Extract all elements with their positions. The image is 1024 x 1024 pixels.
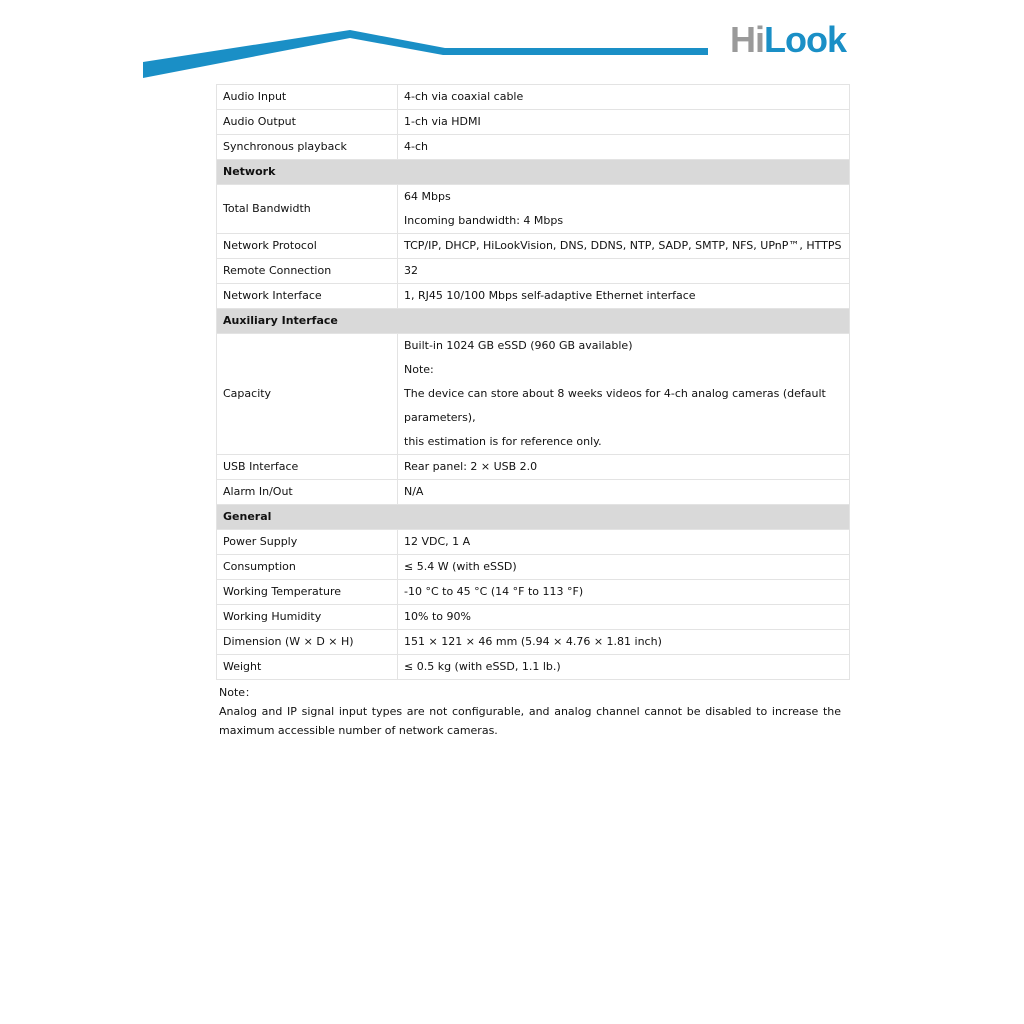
- spec-value-line: 4-ch: [404, 140, 428, 153]
- spec-label: USB Interface: [217, 455, 398, 480]
- spec-value: [398, 555, 850, 580]
- footnote: [219, 683, 841, 740]
- spec-value-line: ≤ 5.4 W (with eSSD): [404, 560, 517, 573]
- spec-label: Consumption: [217, 555, 398, 580]
- spec-value: [398, 110, 850, 135]
- spec-row: [217, 135, 850, 160]
- spec-value: [398, 455, 850, 480]
- section-title: General: [217, 505, 850, 530]
- spec-row: [217, 85, 850, 110]
- spec-value-line: Rear panel: 2 × USB 2.0: [404, 460, 538, 473]
- section-header-row: [217, 505, 850, 530]
- spec-row: [217, 284, 850, 309]
- section-header-row: [217, 309, 850, 334]
- spec-value-line: Built-in 1024 GB eSSD (960 GB available): [404, 339, 633, 352]
- spec-value-line: 64 Mbps: [404, 190, 451, 203]
- spec-value: [398, 630, 850, 655]
- logo-prefix: Hi: [730, 19, 764, 60]
- spec-row: [217, 530, 850, 555]
- section-title: Auxiliary Interface: [217, 309, 850, 334]
- spec-label: Working Temperature: [217, 580, 398, 605]
- spec-row: [217, 605, 850, 630]
- section-header-row: [217, 160, 850, 185]
- header-blue-stripe: [143, 30, 708, 78]
- spec-value-line: TCP/IP, DHCP, HiLookVision, DNS, DDNS, NTP, SADP, SMTP, NFS, UPnP™, HTTPS: [404, 239, 842, 252]
- spec-row: [217, 185, 850, 234]
- note-body: Analog and IP signal input types are not configurable, and analog channel cannot be disabled to increase the maximum accessible number of network cameras.: [219, 705, 841, 737]
- spec-label: Audio Output: [217, 110, 398, 135]
- spec-value: [398, 605, 850, 630]
- spec-row: [217, 480, 850, 505]
- spec-value: [398, 284, 850, 309]
- spec-value-line: 1-ch via HDMI: [404, 115, 481, 128]
- spec-label: Synchronous playback: [217, 135, 398, 160]
- spec-label: Weight: [217, 655, 398, 680]
- hilook-logo: [730, 18, 846, 62]
- spec-label: Network Protocol: [217, 234, 398, 259]
- spec-value-line: N/A: [404, 485, 424, 498]
- spec-row: [217, 455, 850, 480]
- spec-value-line: 10% to 90%: [404, 610, 471, 623]
- spec-row: [217, 655, 850, 680]
- spec-label: Working Humidity: [217, 605, 398, 630]
- spec-value: [398, 580, 850, 605]
- specification-table: [216, 84, 850, 680]
- spec-row: [217, 555, 850, 580]
- spec-value: [398, 655, 850, 680]
- spec-value-line: 32: [404, 264, 418, 277]
- spec-value-line: 151 × 121 × 46 mm (5.94 × 4.76 × 1.81 inch): [404, 635, 662, 648]
- spec-value: [398, 259, 850, 284]
- spec-value-line: 4-ch via coaxial cable: [404, 90, 524, 103]
- spec-value-line: -10 °C to 45 °C (14 °F to 113 °F): [404, 585, 584, 598]
- spec-row: [217, 110, 850, 135]
- spec-label: Alarm In/Out: [217, 480, 398, 505]
- spec-label: Remote Connection: [217, 259, 398, 284]
- spec-label: Power Supply: [217, 530, 398, 555]
- section-title: Network: [217, 160, 850, 185]
- spec-row: [217, 580, 850, 605]
- header-banner-graphic: [0, 0, 1024, 90]
- logo-suffix: Look: [764, 19, 846, 60]
- spec-value: [398, 480, 850, 505]
- spec-value-line: 12 VDC, 1 A: [404, 535, 471, 548]
- spec-value-line: Note:: [404, 363, 434, 376]
- spec-value-line: Incoming bandwidth: 4 Mbps: [404, 214, 564, 227]
- note-title: Note：: [219, 686, 257, 699]
- spec-label: Dimension (W × D × H): [217, 630, 398, 655]
- spec-row: [217, 234, 850, 259]
- spec-row: [217, 259, 850, 284]
- spec-label: Network Interface: [217, 284, 398, 309]
- spec-value: [398, 185, 850, 234]
- spec-label: Total Bandwidth: [217, 185, 398, 234]
- spec-row: [217, 630, 850, 655]
- spec-value: [398, 85, 850, 110]
- spec-value: [398, 234, 850, 259]
- spec-value: [398, 135, 850, 160]
- spec-value-line: ≤ 0.5 kg (with eSSD, 1.1 lb.): [404, 660, 561, 673]
- spec-value-line: this estimation is for reference only.: [404, 435, 602, 448]
- spec-value: [398, 334, 850, 455]
- spec-value-line: 1, RJ45 10/100 Mbps self-adaptive Ethernet interface: [404, 289, 696, 302]
- spec-value: [398, 530, 850, 555]
- spec-label: Audio Input: [217, 85, 398, 110]
- spec-label: Capacity: [217, 334, 398, 455]
- spec-value-line: The device can store about 8 weeks videos for 4-ch analog cameras (default parameters),: [404, 387, 826, 424]
- spec-row: [217, 334, 850, 455]
